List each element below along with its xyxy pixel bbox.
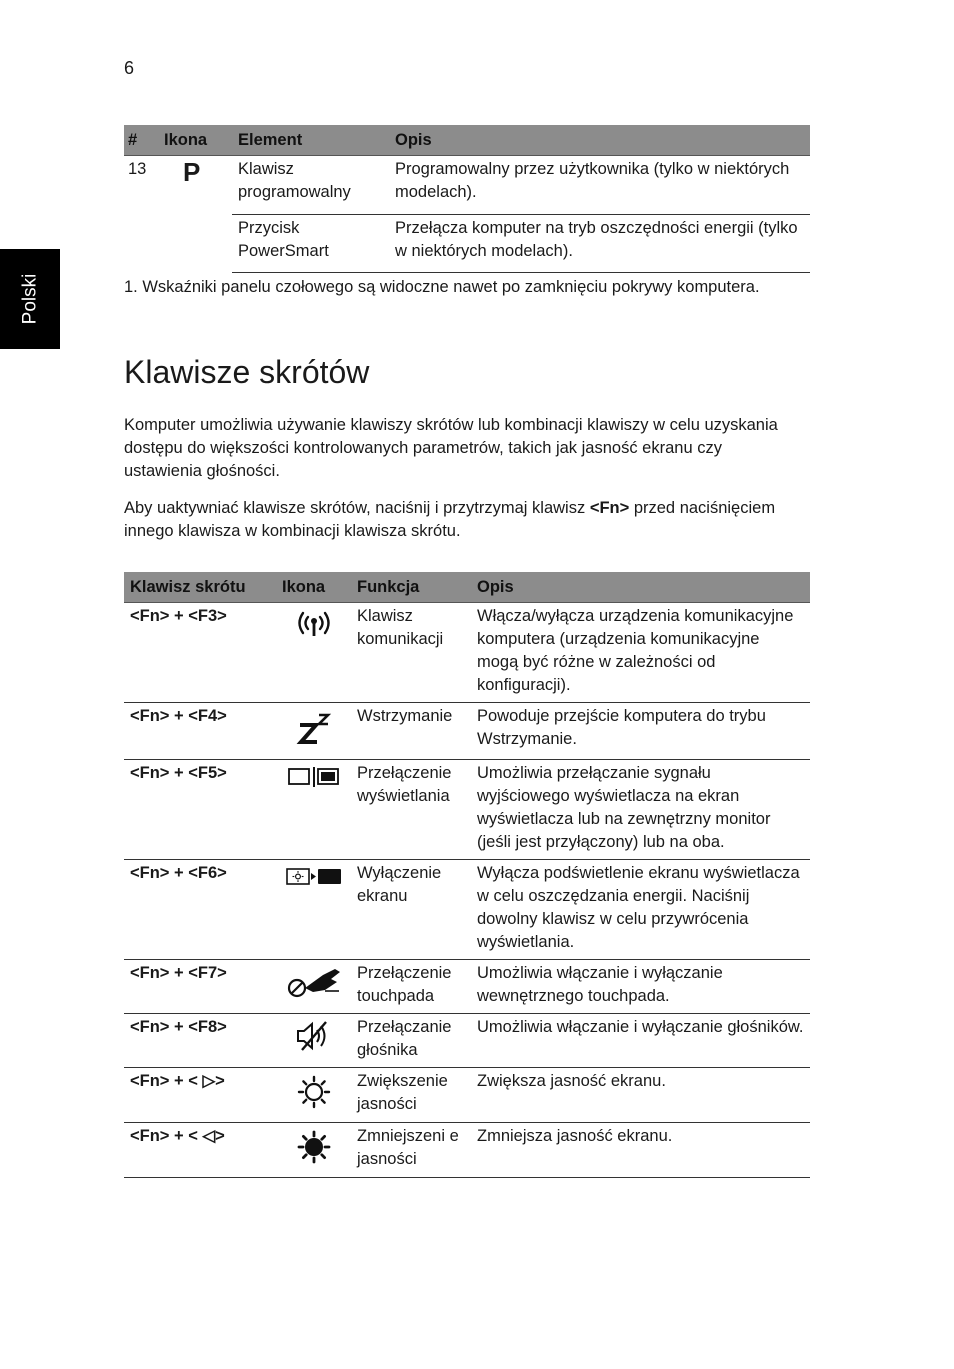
- table-row: [124, 960, 810, 1014]
- hotkey: <Fn> + < ▷>: [124, 1068, 276, 1123]
- table-row: [124, 1068, 810, 1123]
- screen-off-icon: [285, 866, 343, 888]
- table-header-row: [124, 572, 810, 603]
- header-icon: Ikona: [276, 572, 351, 603]
- header-description: Opis: [389, 125, 810, 156]
- fn-key-label: <Fn>: [589, 499, 630, 517]
- icon-cell: [276, 703, 351, 760]
- programmable-key-icon: P: [183, 157, 201, 187]
- icon-cell: [276, 960, 351, 1014]
- function-name: Klawisz komunikacji: [351, 603, 471, 703]
- hotkey-table: [124, 572, 810, 1178]
- function-description: Włącza/wyłącza urządzenia komunikacyjne komputera (urządzenia komunikacyjne mogą być różne w zależności od konfiguracji).: [471, 603, 810, 703]
- instruction-paragraph: [124, 497, 794, 543]
- item-number: 13: [128, 160, 147, 178]
- table-header-row: [124, 125, 810, 156]
- icon-cell: [276, 1123, 351, 1178]
- function-description: Wyłącza podświetlenie ekranu wyświetlacza w celu oszczędzania energii. Naciśnij dowolny klawisz w celu przywrócenia wyświetlania.: [471, 860, 810, 960]
- sleep-icon: [294, 709, 334, 747]
- icon-cell: [158, 156, 232, 273]
- function-name: Przełączenie wyświetlania: [351, 760, 471, 860]
- table-row: [124, 1123, 810, 1178]
- hotkey: <Fn> + <F3>: [124, 603, 276, 703]
- language-tab: [0, 249, 60, 349]
- icon-cell: [276, 760, 351, 860]
- function-name: Przełączenie touchpada: [351, 960, 471, 1014]
- function-name: Zwiększenie jasności: [351, 1068, 471, 1123]
- header-number: #: [124, 125, 158, 156]
- header-function: Funkcja: [351, 572, 471, 603]
- icon-cell: [276, 860, 351, 960]
- speaker-toggle-icon: [294, 1020, 334, 1052]
- page-number: 6: [124, 58, 135, 78]
- brightness-up-icon: [296, 1074, 332, 1110]
- function-name: Wstrzymanie: [351, 703, 471, 760]
- table-row: [124, 703, 810, 760]
- language-tab-label: Polski: [19, 273, 40, 325]
- function-name: Przełączanie głośnika: [351, 1014, 471, 1068]
- element-name: Klawisz programowalny: [238, 160, 351, 201]
- instruction-text-start: Aby uaktywniać klawisze skrótów, naciśnij i przytrzymaj klawisz: [124, 499, 590, 517]
- table-row: [124, 760, 810, 860]
- table-row: [124, 156, 810, 215]
- table-row: [124, 603, 810, 703]
- element-description: Przełącza komputer na tryb oszczędności energii (tylko w niektórych modelach).: [389, 215, 810, 273]
- hotkey: <Fn> + <F4>: [124, 703, 276, 760]
- hotkey: <Fn> + < ◁>: [124, 1123, 276, 1178]
- header-icon: Ikona: [158, 125, 232, 156]
- hotkey: <Fn> + <F8>: [124, 1014, 276, 1068]
- header-element: Element: [232, 125, 389, 156]
- icon-cell: [276, 603, 351, 703]
- instruction-text-end: przed naciśnięciem innego klawisza w kombinacji klawisza skrótu.: [124, 499, 776, 540]
- header-description: Opis: [471, 572, 810, 603]
- element-name: Przycisk PowerSmart: [232, 215, 389, 273]
- footnote: 1. Wskaźniki panelu czołowego są widoczne nawet po zamknięciu pokrywy komputera.: [124, 278, 760, 296]
- brightness-down-icon: [296, 1129, 332, 1165]
- hotkey: <Fn> + <F6>: [124, 860, 276, 960]
- function-name: Zmniejszeni e jasności: [351, 1123, 471, 1178]
- element-description: Programowalny przez użytkownika (tylko w niektórych modelach).: [395, 160, 790, 201]
- icon-cell: [276, 1068, 351, 1123]
- function-name: Wyłączenie ekranu: [351, 860, 471, 960]
- function-description: Umożliwia przełączanie sygnału wyjściowego wyświetlacza na ekran wyświetlacza lub na zewnętrzny monitor (jeśli jest przyłączony) lub na oba.: [471, 760, 810, 860]
- touchpad-toggle-icon: [285, 966, 343, 1000]
- function-description: Powoduje przejście komputera do trybu Wstrzymanie.: [471, 703, 810, 760]
- button-table: [124, 125, 810, 273]
- display-switch-icon: [287, 766, 341, 788]
- header-hotkey: Klawisz skrótu: [124, 572, 276, 603]
- table-row: [124, 860, 810, 960]
- table-row: [124, 1014, 810, 1068]
- icon-cell: [276, 1014, 351, 1068]
- function-description: Umożliwia włączanie i wyłączanie wewnętrznego touchpada.: [471, 960, 810, 1014]
- hotkey: <Fn> + <F5>: [124, 760, 276, 860]
- wireless-icon: [294, 609, 334, 639]
- section-heading: Klawisze skrótów: [124, 354, 370, 390]
- intro-paragraph: Komputer umożliwia używanie klawiszy skrótów lub kombinacji klawiszy w celu uzyskania dostępu do większości kontrolowanych parametrów, takich jak jasność ekranu czy ustawienia głośności.: [124, 416, 778, 480]
- hotkey: <Fn> + <F7>: [124, 960, 276, 1014]
- function-description: Zwiększa jasność ekranu.: [471, 1068, 810, 1123]
- function-description: Zmniejsza jasność ekranu.: [471, 1123, 810, 1178]
- function-description: Umożliwia włączanie i wyłączanie głośników.: [471, 1014, 810, 1068]
